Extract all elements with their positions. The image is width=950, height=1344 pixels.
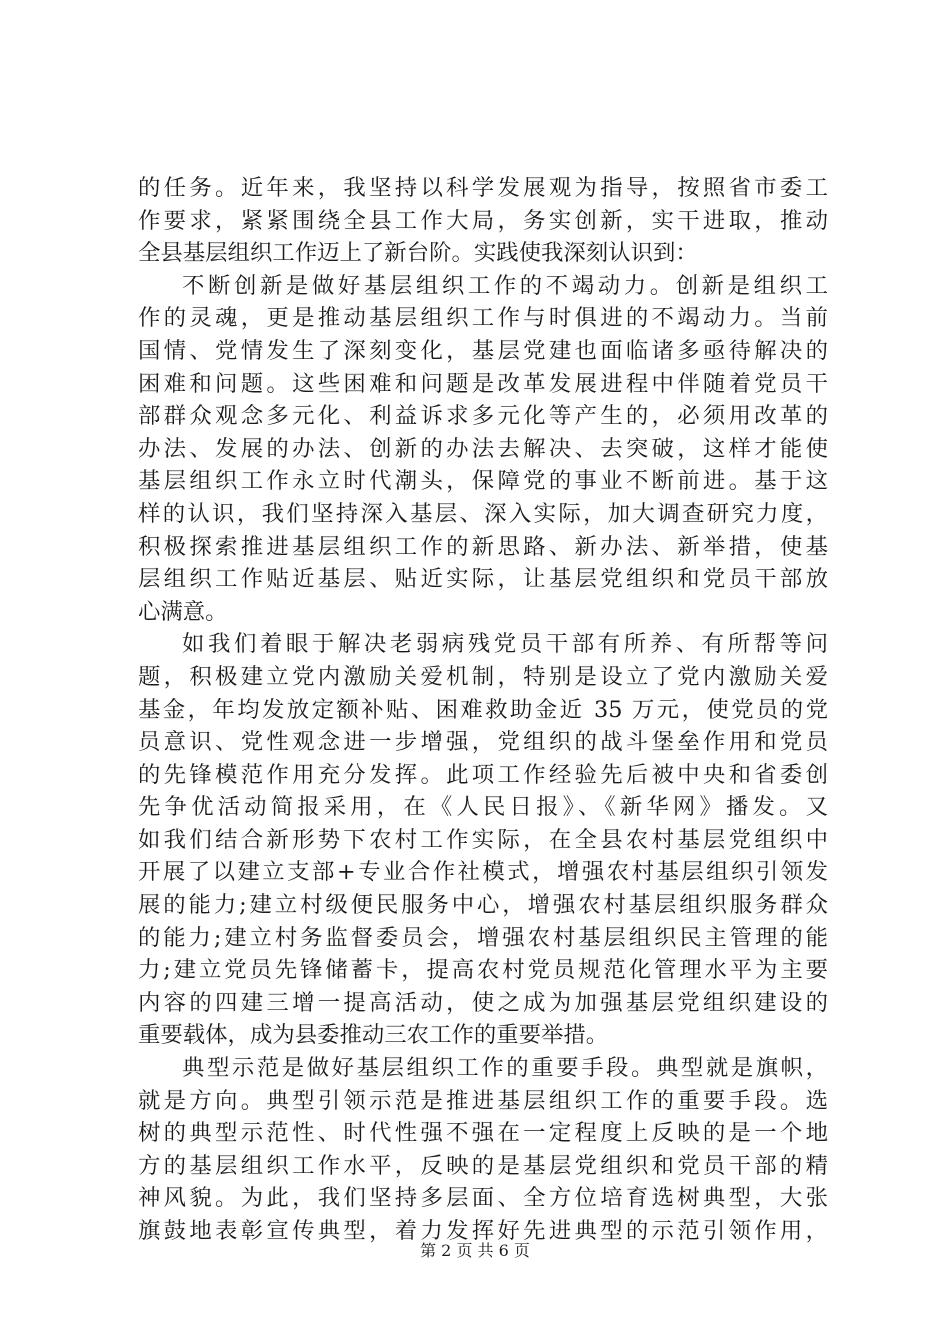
- text-line: 积极探索推进基层组织工作的新思路、新办法、新举措，使基: [138, 533, 828, 560]
- text-line: 如我们结合新形势下农村工作实际，在全县农村基层党组织中: [138, 826, 828, 853]
- text-line: 题，积极建立党内激励关爱机制，特别是设立了党内激励关爱: [138, 663, 828, 690]
- text-line: 的任务。近年来，我坚持以科学发展观为指导，按照省市委工: [138, 175, 828, 201]
- text-line: 树的典型示范性、时代性强不强在一定程度上反映的是一个地: [138, 1120, 828, 1147]
- text-line: 作要求，紧紧围绕全县工作大局，务实创新，实干进取，推动: [138, 207, 828, 234]
- page-footer: 第 2 页 共 6 页: [420, 1241, 530, 1260]
- text-line: 的能力;建立村务监督委员会，增强农村基层组织民主管理的能: [138, 924, 828, 951]
- text-line: 展的能力;建立村级便民服务中心，增强农村基层组织服务群众: [138, 892, 828, 919]
- text-line: 的先锋模范作用充分发挥。此项工作经验先后被中央和省委创: [138, 761, 828, 788]
- text-line: 就是方向。典型引领示范是推进基层组织工作的重要手段。选: [138, 1087, 828, 1114]
- text-line: 力;建立党员先锋储蓄卡，提高农村党员规范化管理水平为主要: [138, 957, 828, 984]
- text-line: 先争优活动简报采用，在《人民日报》、《新华网》播发。又: [138, 794, 828, 821]
- text-line: 全县基层组织工作迈上了新台阶。实践使我深刻认识到：: [138, 240, 698, 267]
- text-line: 旗鼓地表彰宣传典型，着力发挥好先进典型的示范引领作用，: [138, 1218, 828, 1244]
- text-line: 层组织工作贴近基层、贴近实际，让基层党组织和党员干部放: [138, 566, 828, 593]
- text-line: 国情、党情发生了深刻变化，基层党建也面临诸多亟待解决的: [138, 337, 828, 364]
- text-line: 方的基层组织工作水平，反映的是基层党组织和党员干部的精: [138, 1152, 828, 1179]
- text-line: 基层组织工作永立时代潮头，保障党的事业不断前进。基于这: [138, 468, 828, 495]
- text-line: 不断创新是做好基层组织工作的不竭动力。创新是组织工: [182, 272, 828, 299]
- text-line: 开展了以建立支部+专业合作社模式，增强农村基层组织引领发: [138, 859, 828, 886]
- text-line: 部群众观念多元化、利益诉求多元化等产生的，必须用改革的: [138, 403, 828, 430]
- text-line: 基金，年均发放定额补贴、困难救助金近 35 万元，使党员的党: [138, 696, 828, 723]
- text-line: 困难和问题。这些困难和问题是改革发展进程中伴随着党员干: [138, 370, 828, 397]
- text-line: 如我们着眼于解决老弱病残党员干部有所养、有所帮等问: [182, 631, 828, 658]
- text-line: 神风貌。为此，我们坚持多层面、全方位培育选树典型，大张: [138, 1185, 828, 1212]
- text-line: 作的灵魂，更是推动基层组织工作与时俱进的不竭动力。当前: [138, 305, 828, 332]
- text-line: 典型示范是做好基层组织工作的重要手段。典型就是旗帜，: [182, 1055, 828, 1082]
- text-line: 内容的四建三增一提高活动，使之成为加强基层党组织建设的: [138, 989, 828, 1016]
- text-line: 办法、发展的办法、创新的办法去解决、去突破，这样才能使: [138, 435, 828, 462]
- text-line: 心满意。: [138, 598, 228, 625]
- text-line: 重要载体，成为县委推动三农工作的重要举措。: [138, 1022, 609, 1049]
- body-text: [138, 172, 828, 1248]
- text-line: 样的认识，我们坚持深入基层、深入实际，加大调查研究力度，: [138, 500, 828, 527]
- text-line: 员意识、党性观念进一步增强，党组织的战斗堡垒作用和党员: [138, 729, 828, 756]
